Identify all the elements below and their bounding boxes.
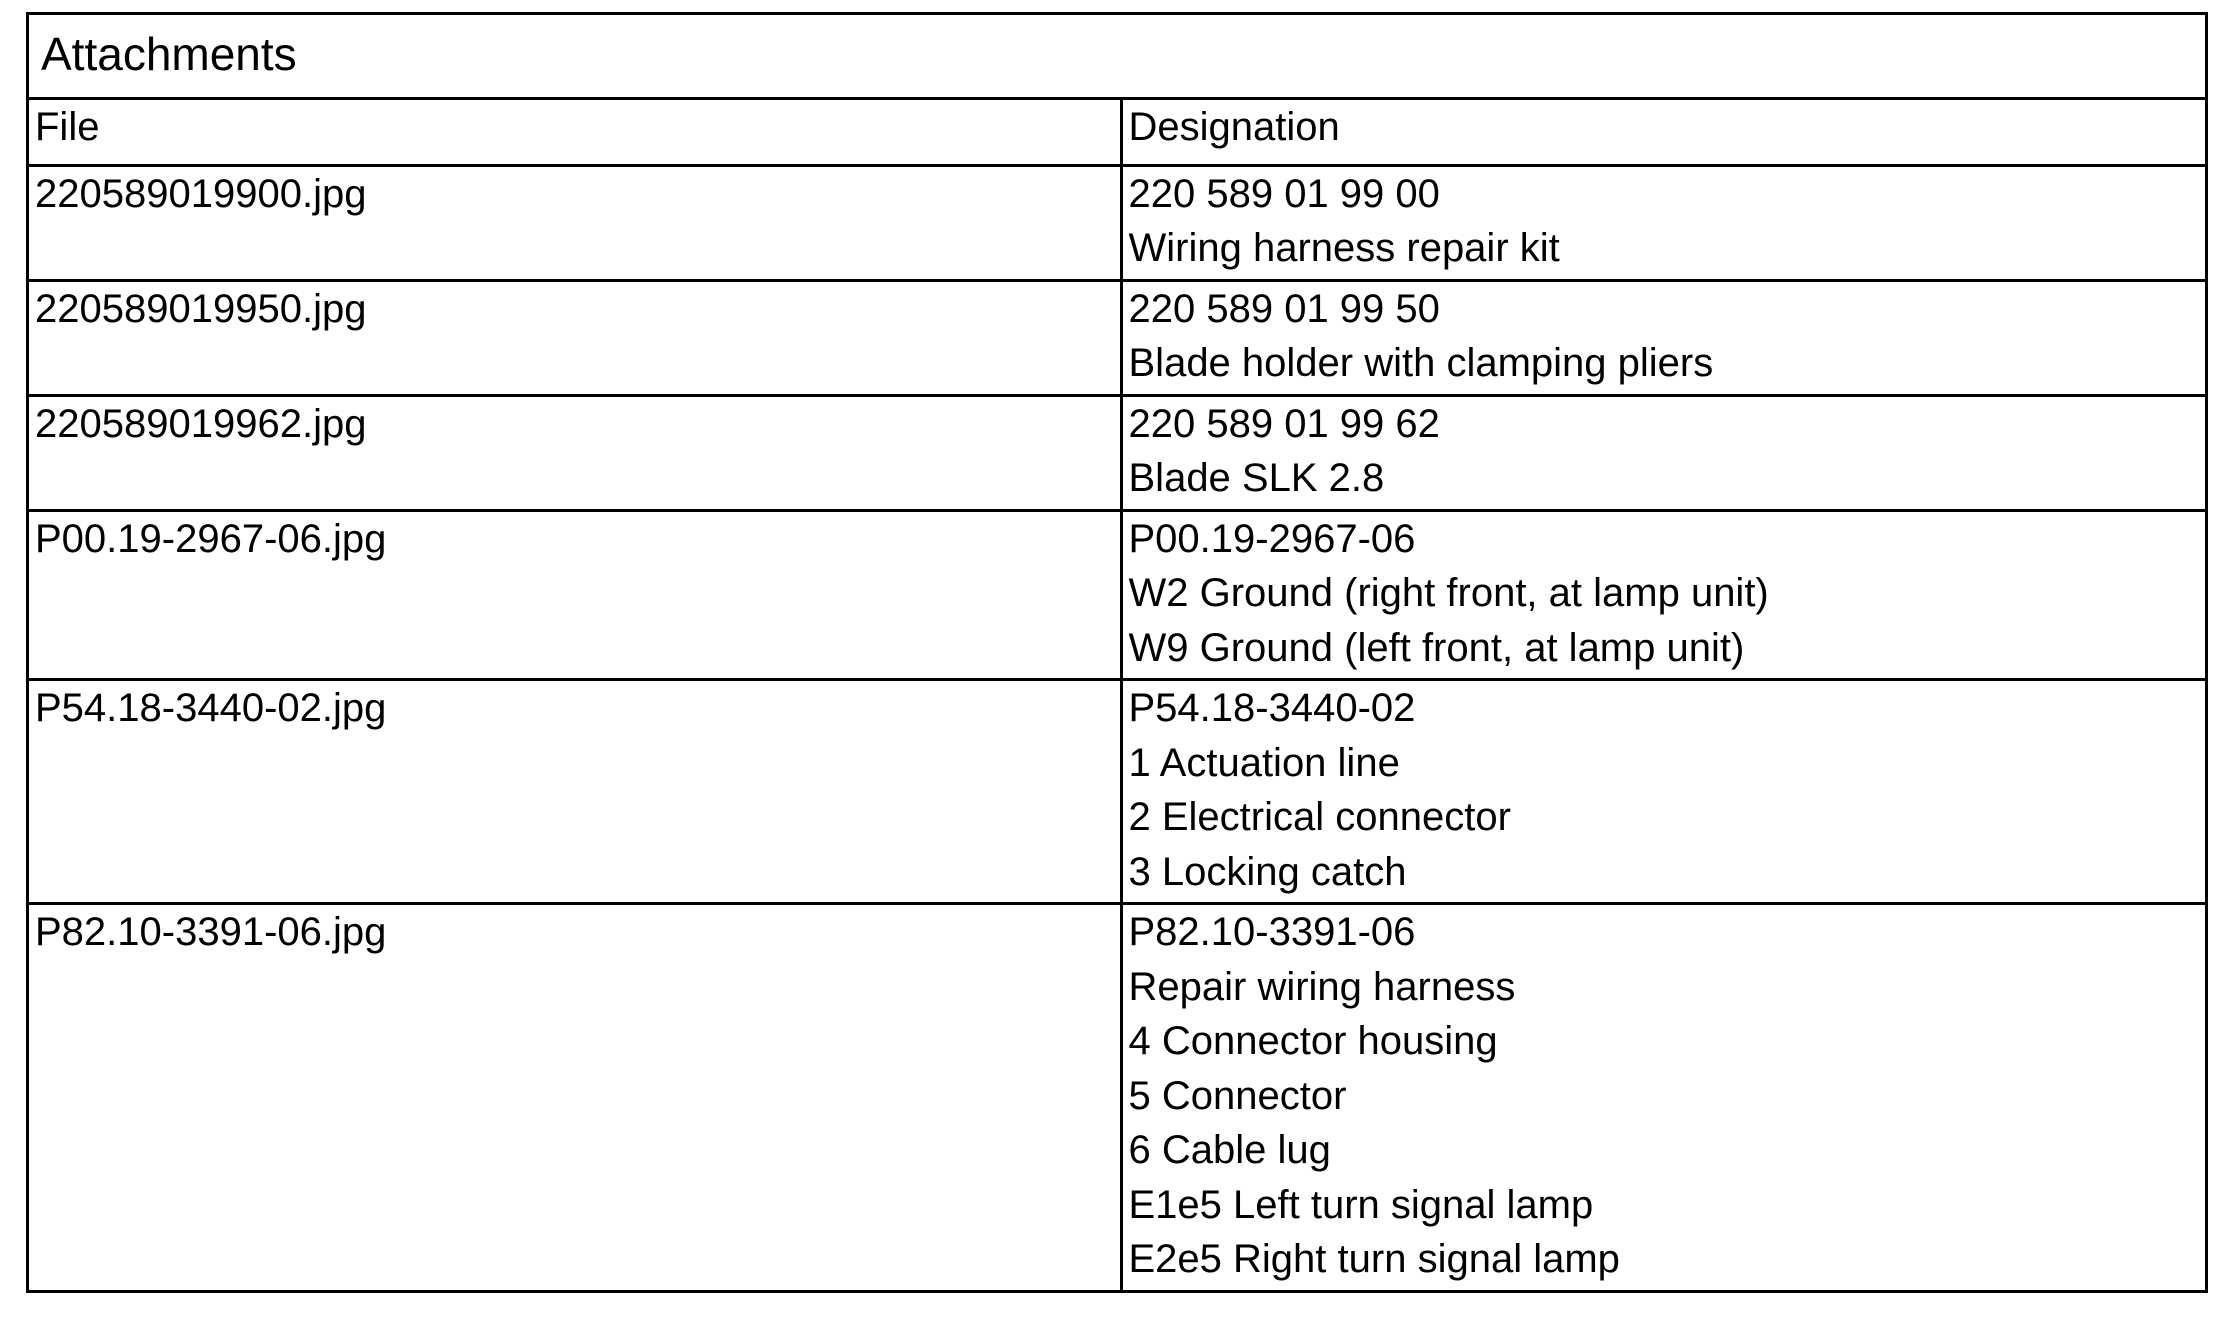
table-row bbox=[29, 904, 2205, 1290]
designation-line: 2 Electrical connector bbox=[1128, 795, 1511, 839]
table-row bbox=[29, 510, 2205, 680]
table-row bbox=[29, 680, 2205, 904]
file-name[interactable]: P82.10-3391-06.jpg bbox=[35, 910, 387, 954]
designation-line: W9 Ground (left front, at lamp unit) bbox=[1128, 625, 1745, 670]
designation-line: 220 589 01 99 50 bbox=[1128, 286, 1440, 331]
file-name[interactable]: P54.18-3440-02.jpg bbox=[35, 686, 387, 730]
designation-line: Blade SLK 2.8 bbox=[1128, 456, 1385, 500]
designation-cell bbox=[1121, 165, 2205, 280]
file-cell[interactable] bbox=[29, 904, 1121, 1290]
file-name[interactable]: 220589019900.jpg bbox=[35, 171, 367, 216]
designation-cell bbox=[1121, 680, 2205, 904]
file-cell[interactable] bbox=[29, 395, 1121, 510]
designation-line: P00.19-2967-06 bbox=[1128, 516, 1416, 561]
table-row bbox=[29, 395, 2205, 510]
file-name[interactable]: 220589019950.jpg bbox=[35, 286, 367, 331]
designation-line: E1e5 Left turn signal lamp bbox=[1128, 1182, 1594, 1227]
table-header-row bbox=[29, 100, 2205, 165]
file-cell[interactable] bbox=[29, 510, 1121, 680]
file-cell[interactable] bbox=[29, 165, 1121, 280]
designation-line: W2 Ground (right front, at lamp unit) bbox=[1128, 571, 1769, 615]
table-row bbox=[29, 165, 2205, 280]
designation-line: 220 589 01 99 62 bbox=[1128, 401, 1440, 446]
column-header-file: File bbox=[29, 100, 1121, 165]
panel-title: Attachments bbox=[29, 15, 2205, 100]
designation-line: Blade holder with clamping pliers bbox=[1128, 341, 1714, 385]
designation-line: E2e5 Right turn signal lamp bbox=[1128, 1237, 1620, 1281]
table-row bbox=[29, 280, 2205, 395]
designation-line: 5 Connector bbox=[1128, 1073, 1347, 1118]
designation-line: Repair wiring harness bbox=[1128, 964, 1516, 1009]
designation-line: 220 589 01 99 00 bbox=[1128, 171, 1440, 216]
designation-line: 6 Cable lug bbox=[1128, 1128, 1331, 1172]
attachments-panel bbox=[26, 12, 2208, 1293]
designation-cell bbox=[1121, 395, 2205, 510]
file-name[interactable]: 220589019962.jpg bbox=[35, 401, 367, 446]
designation-line: P54.18-3440-02 bbox=[1128, 686, 1416, 730]
designation-line: 1 Actuation line bbox=[1128, 740, 1400, 785]
column-header-designation: Designation bbox=[1121, 100, 2205, 165]
file-cell[interactable] bbox=[29, 680, 1121, 904]
file-cell[interactable] bbox=[29, 280, 1121, 395]
designation-line: Wiring harness repair kit bbox=[1128, 226, 1560, 270]
designation-cell bbox=[1121, 280, 2205, 395]
attachments-table bbox=[29, 100, 2205, 1290]
designation-cell bbox=[1121, 510, 2205, 680]
designation-line: 3 Locking catch bbox=[1128, 849, 1407, 894]
file-name[interactable]: P00.19-2967-06.jpg bbox=[35, 516, 387, 561]
designation-line: P82.10-3391-06 bbox=[1128, 910, 1416, 954]
designation-line: 4 Connector housing bbox=[1128, 1019, 1498, 1063]
designation-cell bbox=[1121, 904, 2205, 1290]
